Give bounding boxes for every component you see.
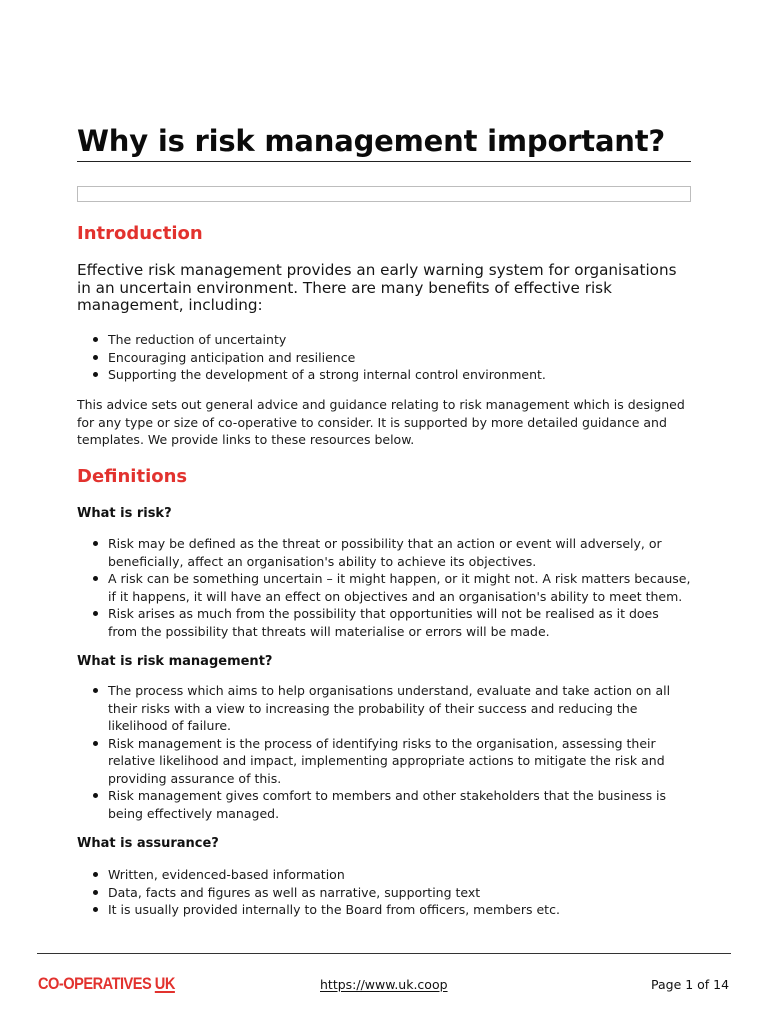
bullet-icon: [93, 793, 98, 798]
list-item: A risk can be something uncertain – it might happen, or it might not. A risk matters because, if it happens, it will have an effect on objectives and an organisation's ability to meet them.: [77, 570, 691, 605]
introduction-heading: Introduction: [77, 223, 203, 244]
list-item: Risk may be defined as the threat or possibility that an action or event will adversely, or beneficially, affect an organisation's ability to achieve its objectives.: [77, 535, 691, 570]
logo-text: CO-OPERATIVES: [38, 974, 152, 993]
bullet-icon: [93, 372, 98, 377]
list-item: The process which aims to help organisations understand, evaluate and take action on all their risks with a view to increasing the probability of their success and reducing the likelihood of failure.: [77, 682, 691, 735]
list-item: Risk management is the process of identifying risks to the organisation, assessing their relative likelihood and impact, implementing appropriate actions to mitigate the risk and providing assurance of this.: [77, 735, 691, 788]
empty-content-box: [77, 186, 691, 202]
website-link[interactable]: https://www.uk.coop: [320, 977, 448, 992]
benefits-list: [77, 331, 691, 384]
introduction-paragraph: This advice sets out general advice and guidance relating to risk management which is designed for any type or size of co-operative to consider. It is supported by more detailed guidance and templates. We provide links to these resources below.: [77, 397, 685, 447]
bullet-icon: [93, 688, 98, 693]
list-item: The reduction of uncertainty: [77, 331, 691, 349]
what-is-risk-heading: What is risk?: [77, 506, 172, 521]
bullet-icon: [93, 890, 98, 895]
list-item: It is usually provided internally to the Board from officers, members etc.: [77, 901, 691, 919]
list-item: Data, facts and figures as well as narrative, supporting text: [77, 884, 691, 902]
risk-definition-list: [77, 535, 691, 640]
bullet-icon: [93, 741, 98, 746]
bullet-icon: [93, 541, 98, 546]
bullet-icon: [93, 576, 98, 581]
co-operatives-uk-logo: [38, 973, 175, 995]
list-item: Risk arises as much from the possibility that opportunities will not be realised as it does from the possibility that threats will materialise or errors will be made.: [77, 605, 691, 640]
page-title: Why is risk management important?: [77, 122, 691, 162]
page-number: Page 1 of 14: [651, 977, 730, 992]
assurance-list: [77, 866, 691, 919]
list-item: Written, evidenced-based information: [77, 866, 691, 884]
definitions-heading: Definitions: [77, 466, 188, 487]
what-is-risk-management-heading: What is risk management?: [77, 654, 273, 669]
logo-uk-text: UK: [154, 974, 175, 993]
list-item: Supporting the development of a strong internal control environment.: [77, 366, 691, 384]
list-item: Risk management gives comfort to members and other stakeholders that the business is being effectively managed.: [77, 787, 691, 822]
bullet-icon: [93, 355, 98, 360]
bullet-icon: [93, 872, 98, 877]
what-is-assurance-heading: What is assurance?: [77, 836, 219, 851]
bullet-icon: [93, 337, 98, 342]
list-item: Encouraging anticipation and resilience: [77, 349, 691, 367]
risk-management-list: [77, 682, 691, 822]
introduction-lead: Effective risk management provides an early warning system for organisations in an uncertain environment. There are many benefits of effective risk management, including:: [77, 261, 677, 314]
footer-divider: [37, 953, 731, 954]
bullet-icon: [93, 907, 98, 912]
bullet-icon: [93, 611, 98, 616]
